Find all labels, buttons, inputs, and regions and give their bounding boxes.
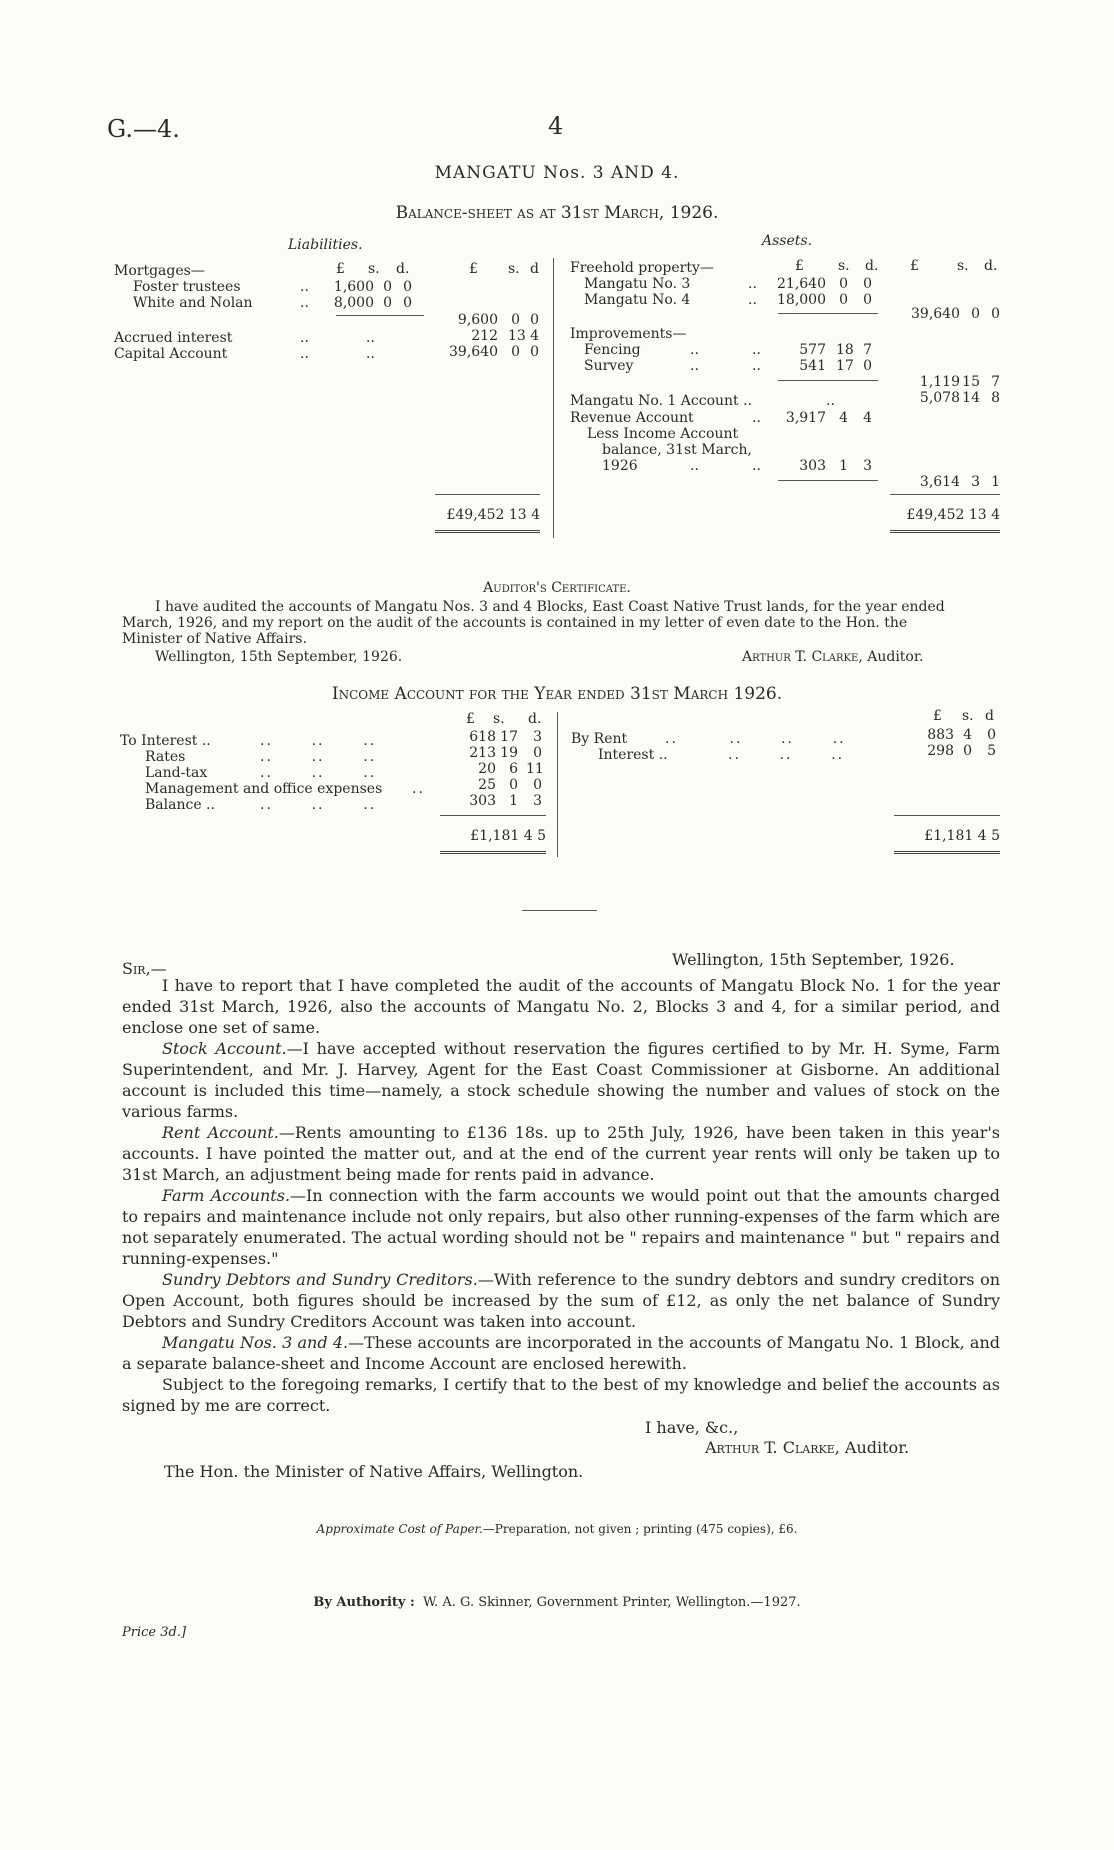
freehold-property-label: Freehold property— <box>570 260 714 276</box>
certificate-text-line-3: Minister of Native Affairs. <box>122 631 307 647</box>
less-income-label-1: Less Income Account <box>587 426 739 442</box>
mortgages-total-pence: 0 <box>530 312 539 328</box>
survey-shillings: 17 <box>836 358 854 374</box>
debit-shillings: 17 <box>500 729 518 745</box>
mortgages-total-shillings: 0 <box>511 312 520 328</box>
debit-pounds: 20 <box>478 761 496 777</box>
revenue-total-pounds: 3,614 <box>919 474 960 490</box>
divider <box>778 380 878 381</box>
debit-pounds: 213 <box>469 745 496 761</box>
credit-pence: 5 <box>987 743 996 759</box>
improvements-total-pounds: 1,119 <box>919 374 960 390</box>
debit-shillings: 6 <box>509 761 518 777</box>
freehold-total-pounds: 39,640 <box>911 306 960 322</box>
fencing-label: Fencing <box>584 342 641 358</box>
divider <box>894 815 1000 816</box>
debit-pounds: 303 <box>469 793 496 809</box>
balance-sheet-heading: Balance-sheet as at 31st March, 1926. <box>395 203 719 223</box>
mangatu-1-pence: 8 <box>991 390 1000 406</box>
revenue-account-label: Revenue Account <box>570 410 694 426</box>
column-separator <box>557 712 558 857</box>
letter-addressee: The Hon. the Minister of Native Affairs, Wellington. <box>164 1462 584 1481</box>
letter-paragraph: Mangatu Nos. 3 and 4.—These accounts are incorporated in the accounts of Mangatu No. 1 Block, and a separate balance-sheet and Income Account are enclosed herewith. <box>122 1333 1001 1373</box>
mortgages-label: Mortgages— <box>114 263 205 279</box>
mangatu-4-pounds: 18,000 <box>777 292 826 308</box>
letter-date: Wellington, 15th September, 1926. <box>672 950 955 969</box>
divider <box>435 494 540 495</box>
printer-authority: By Authority : W. A. G. Skinner, Government Printer, Wellington.—1927. <box>313 1595 801 1610</box>
debit-pence: 3 <box>533 793 542 809</box>
column-separator <box>553 258 554 538</box>
divider <box>440 815 546 816</box>
mangatu-4-shillings: 0 <box>839 292 848 308</box>
debit-shillings: 19 <box>500 745 518 761</box>
freehold-total-shillings: 0 <box>971 306 980 322</box>
less-income-label-2: balance, 31st March, <box>602 442 752 458</box>
assets-label: Assets. <box>762 233 813 249</box>
capital-account-label: Capital Account <box>114 346 228 362</box>
less-income-pence: 3 <box>863 458 872 474</box>
accrued-interest-pounds: 212 <box>471 328 498 344</box>
cost-note: Approximate Cost of Paper.—Preparation, not given ; printing (475 copies), £6. <box>316 1522 798 1536</box>
liabilities-label: Liabilities. <box>288 237 363 253</box>
survey-pounds: 541 <box>799 358 826 374</box>
letter-closing: I have, &c., <box>645 1418 739 1437</box>
accrued-interest-pence: 4 <box>530 328 539 344</box>
white-nolan-pounds: 8,000 <box>333 295 374 311</box>
debit-label: Management and office expenses <box>145 781 383 797</box>
letter-paragraph: Stock Account.—I have accepted without reservation the figures certified to by Mr. H. Syme, Farm Superintendent, and Mr. J. Harvey, Agent for the East Coast Commissioner at Gisborne. An additional account is included this time—namely, a stock schedule showing the number and values of stock on the various farms. <box>122 1039 1001 1121</box>
foster-trustees-label: Foster trustees <box>133 279 241 295</box>
double-rule <box>440 851 546 854</box>
revenue-account-shillings: 4 <box>839 410 848 426</box>
less-income-shillings: 1 <box>839 458 848 474</box>
assets-total: £49,452 13 4 <box>906 507 1000 523</box>
mangatu-4-label: Mangatu No. 4 <box>584 292 691 308</box>
credit-label: Interest .. <box>598 747 668 763</box>
certificate-text-line-1: I have audited the accounts of Mangatu Nos. 3 and 4 Blocks, East Coast Native Trust lands, for the year ended <box>155 599 945 615</box>
accrued-interest-label: Accrued interest <box>114 330 233 346</box>
mortgages-total-pounds: 9,600 <box>457 312 498 328</box>
white-nolan-label: White and Nolan <box>133 295 253 311</box>
capital-account-shillings: 0 <box>511 344 520 360</box>
certificate-text-line-2: March, 1926, and my report on the audit of the accounts is contained in my letter of even date to the Hon. the <box>122 615 908 631</box>
capital-account-pence: 0 <box>530 344 539 360</box>
double-rule <box>890 530 1000 533</box>
section-divider <box>522 910 597 911</box>
improvements-total-pence: 7 <box>991 374 1000 390</box>
letter-body <box>122 975 1000 1416</box>
divider <box>336 315 424 316</box>
credit-pence: 0 <box>987 727 996 743</box>
less-income-pounds: 303 <box>799 458 826 474</box>
debit-label: Balance .. <box>145 797 215 813</box>
white-nolan-shillings: 0 <box>383 295 392 311</box>
debit-pence: 0 <box>533 745 542 761</box>
double-rule <box>894 851 1000 854</box>
capital-account-pounds: 39,640 <box>449 344 498 360</box>
divider <box>778 313 878 314</box>
fencing-pence: 7 <box>863 342 872 358</box>
report-reference: G.—4. <box>107 115 180 143</box>
white-nolan-pence: 0 <box>403 295 412 311</box>
credit-shillings: 0 <box>963 743 972 759</box>
credit-pounds: 298 <box>927 743 954 759</box>
debit-pence: 0 <box>533 777 542 793</box>
page-title: MANGATU Nos. 3 AND 4. <box>434 163 680 183</box>
letter-salutation: Sir,— <box>122 959 167 978</box>
fencing-shillings: 18 <box>836 342 854 358</box>
improvements-label: Improvements— <box>570 326 687 342</box>
credit-shillings: 4 <box>963 727 972 743</box>
revenue-total-pence: 1 <box>991 474 1000 490</box>
debit-pence: 3 <box>533 729 542 745</box>
letter-signature: Arthur T. Clarke, Auditor. <box>705 1438 910 1457</box>
divider <box>778 480 878 481</box>
revenue-total-shillings: 3 <box>971 474 980 490</box>
mangatu-1-pounds: 5,078 <box>919 390 960 406</box>
foster-trustees-pence: 0 <box>403 279 412 295</box>
debit-label: Rates <box>145 749 186 765</box>
letter-paragraph: Sundry Debtors and Sundry Creditors.—With reference to the sundry debtors and sundry creditors on Open Account, both figures should be increased by the sum of £12, as only the net balance of Sundry Debtors and Sundry Creditors Account was taken into account. <box>122 1270 1001 1331</box>
mangatu-3-shillings: 0 <box>839 276 848 292</box>
debit-label: Land-tax <box>145 765 208 781</box>
accrued-interest-shillings: 13 <box>508 328 526 344</box>
letter-paragraph: I have to report that I have completed the audit of the accounts of Mangatu Block No. 1 for the year ended 31st March, 1926, also the accounts of Mangatu No. 2, Blocks 3 and 4, for a similar period, and enclose one set of same. <box>122 976 1000 1037</box>
income-account-heading: Income Account for the Year ended 31st March 1926. <box>331 684 783 704</box>
mangatu-4-pence: 0 <box>863 292 872 308</box>
debit-label: To Interest .. <box>120 733 211 749</box>
letter-paragraph: Rent Account.—Rents amounting to £136 18s. up to 25th July, 1926, have been taken in this year's accounts. I have pointed the matter out, and at the end of the current year rents will only be taken up to 31st March, an adjustment being made for rents paid in advance. <box>122 1123 1000 1184</box>
debit-total: £1,181 4 5 <box>470 828 546 844</box>
certificate-heading: Auditor's Certificate. <box>483 580 631 596</box>
improvements-total-shillings: 15 <box>962 374 980 390</box>
certificate-signature: Arthur T. Clarke, Auditor. <box>742 649 924 665</box>
credit-pounds: 883 <box>927 727 954 743</box>
mangatu-3-label: Mangatu No. 3 <box>584 276 691 292</box>
debit-shillings: 1 <box>509 793 518 809</box>
mangatu-3-pounds: 21,640 <box>777 276 826 292</box>
survey-pence: 0 <box>863 358 872 374</box>
fencing-pounds: 577 <box>799 342 826 358</box>
certificate-place-date: Wellington, 15th September, 1926. <box>155 649 403 665</box>
credit-total: £1,181 4 5 <box>924 828 1000 844</box>
survey-label: Survey <box>584 358 634 374</box>
credit-label: By Rent <box>571 731 628 747</box>
debit-shillings: 0 <box>509 777 518 793</box>
freehold-total-pence: 0 <box>991 306 1000 322</box>
page-number: 4 <box>548 112 564 140</box>
double-rule <box>435 530 540 533</box>
less-income-label-3: 1926 <box>602 458 638 474</box>
letter-paragraph: Subject to the foregoing remarks, I certify that to the best of my knowledge and belief the accounts as signed by me are correct. <box>122 1375 1000 1415</box>
foster-trustees-pounds: 1,600 <box>333 279 374 295</box>
revenue-account-pence: 4 <box>863 410 872 426</box>
debit-pounds: 25 <box>478 777 496 793</box>
price-note: Price 3d.] <box>122 1625 187 1640</box>
debit-pence: 11 <box>526 761 544 777</box>
mangatu-3-pence: 0 <box>863 276 872 292</box>
letter-paragraph: Farm Accounts.—In connection with the farm accounts we would point out that the amounts charged to repairs and maintenance include not only repairs, but also other running-expenses of the farm which are not separately enumerated. The actual wording should not be " repairs and maintenance " but " repairs and running-expenses." <box>122 1186 1001 1268</box>
divider <box>890 494 1000 495</box>
liabilities-total: £49,452 13 4 <box>446 507 540 523</box>
mangatu-1-shillings: 14 <box>962 390 980 406</box>
revenue-account-pounds: 3,917 <box>785 410 826 426</box>
debit-pounds: 618 <box>469 729 496 745</box>
foster-trustees-shillings: 0 <box>383 279 392 295</box>
mangatu-1-label: Mangatu No. 1 Account .. <box>570 393 753 409</box>
